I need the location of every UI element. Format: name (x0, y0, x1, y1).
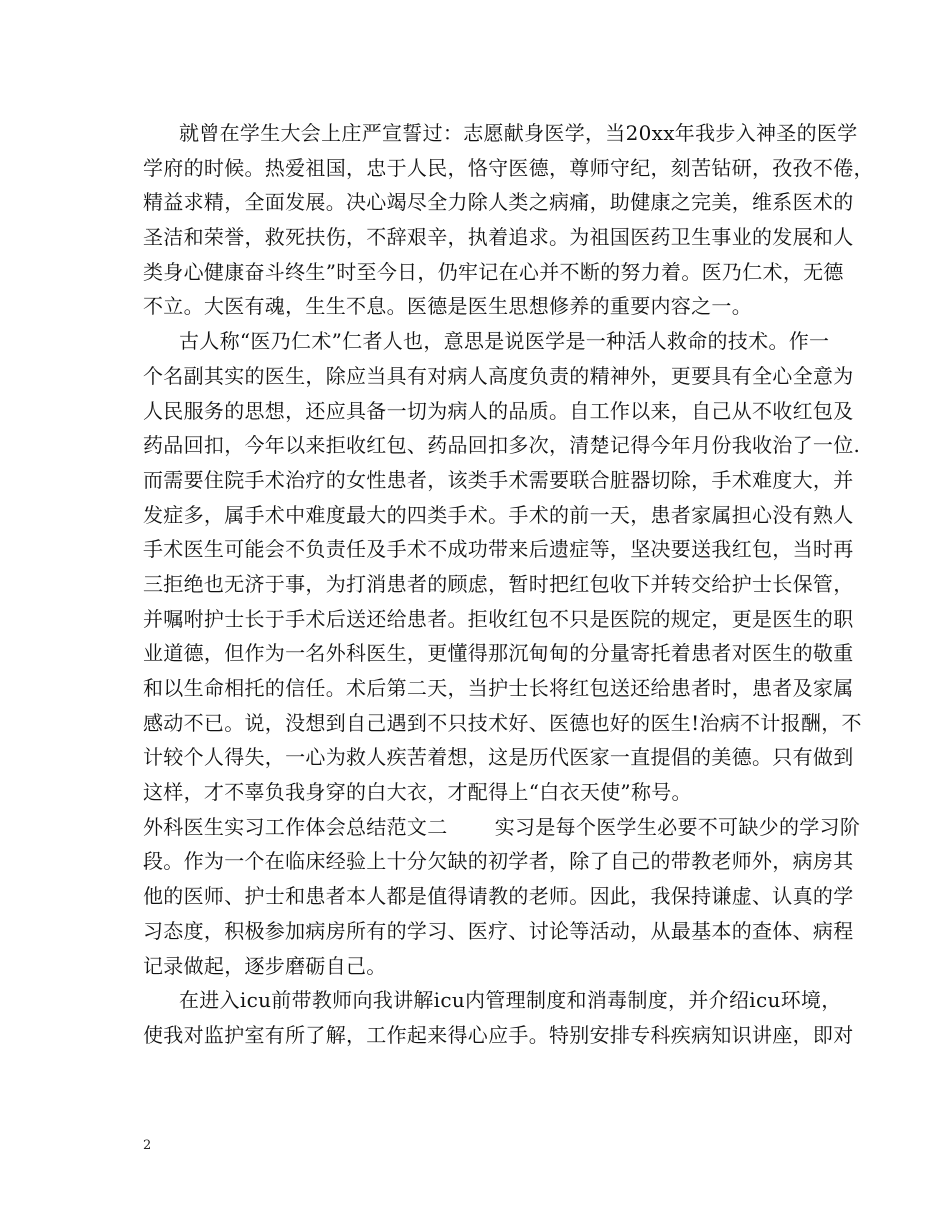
text-line: 他的医师、护士和患者本人都是值得请教的老师。因此，我保持谦虚、认真的学 (143, 884, 854, 909)
text-line: 和以生命相托的信任。术后第二天，当护士长将红包送还给患者时，患者及家属 (143, 676, 854, 700)
text-line: 段。作为一个在临床经验上十分欠缺的初学者，除了自己的带教老师外，病房其 (143, 849, 854, 874)
text-line: 不立。大医有魂，生生不息。医德是医生思想修养的重要内容之一。 (143, 294, 752, 319)
body-text (143, 116, 874, 1053)
text-line: 精益求精，全面发展。决心竭尽全力除人类之病痛，助健康之完美，维系医术的 (143, 190, 854, 215)
text-line: 在进入icu前带教师向我讲解icu内管理制度和消毒制度，并介绍icu环境， (179, 988, 842, 1013)
text-line: 业道德，但作为一名外科医生，更懂得那沉甸甸的分量寄托着患者对医生的敬重 (143, 641, 854, 666)
text-line: 外科医生实习工作体会总结范文二 实习是每个医学生必要不可缺少的学习阶 (143, 814, 861, 839)
text-line: 习态度，积极参加病房所有的学习、医疗、讨论等活动，从最基本的查体、病程 (143, 918, 854, 943)
text-line: 类身心健康奋斗终生”时至今日，仍牢记在心并不断的努力着。医乃仁术，无德 (143, 259, 844, 284)
text-line: 个名副其实的医生，除应当具有对病人高度负责的精神外，更要具有全心全意为 (143, 363, 854, 388)
text-line: 记录做起，逐步磨砺自己。 (143, 953, 387, 978)
text-line: 发症多，属手术中难度最大的四类手术。手术的前一天，患者家属担心没有熟人 (143, 502, 854, 527)
text-line: 使我对监护室有所了解，工作起来得心应手。特别安排专科疾病知识讲座，即对 (143, 1022, 854, 1047)
text-line: 就曾在学生大会上庄严宣誓过：志愿献身医学，当20xx年我步入神圣的医学 (179, 121, 858, 145)
text-line: 圣洁和荣誉，救死扶伤，不辞艰辛，执着追求。为祖国医药卫生事业的发展和人 (143, 225, 854, 250)
text-line: 药品回扣，今年以来拒收红包、药品回扣多次，清楚记得今年月份我收治了一位. (143, 433, 861, 458)
page-number: 2 (143, 1138, 152, 1153)
text-line: 手术医生可能会不负责任及手术不成功带来后遗症等，坚决要送我红包，当时再 (143, 537, 854, 562)
text-line: 学府的时候。热爱祖国，忠于人民，恪守医德，尊师守纪，刻苦钻研，孜孜不倦， (143, 155, 874, 180)
text-line: 感动不已。说，没想到自己遇到不只技术好、医德也好的医生!治病不计报酬，不 (143, 710, 862, 735)
text-line: 古人称“医乃仁术”仁者人也，意思是说医学是一种活人救命的技术。作一 (179, 329, 830, 354)
text-line: 而需要住院手术治疗的女性患者，该类手术需要联合脏器切除，手术难度大，并 (143, 467, 854, 492)
text-line: 并嘱咐护士长于手术后送还给患者。拒收红包不只是医院的规定，更是医生的职 (143, 606, 854, 631)
text-line: 计较个人得失，一心为救人疾苦着想，这是历代医家一直提倡的美德。只有做到 (143, 745, 854, 770)
text-line: 这样，才不辜负我身穿的白大衣，才配得上“白衣天使”称号。 (143, 780, 692, 805)
text-line: 人民服务的思想，还应具备一切为病人的品质。自工作以来，自己从不收红包及 (143, 398, 854, 423)
text-line: 三拒绝也无济于事，为打消患者的顾虑，暂时把红包收下并转交给护士长保管， (143, 571, 854, 596)
